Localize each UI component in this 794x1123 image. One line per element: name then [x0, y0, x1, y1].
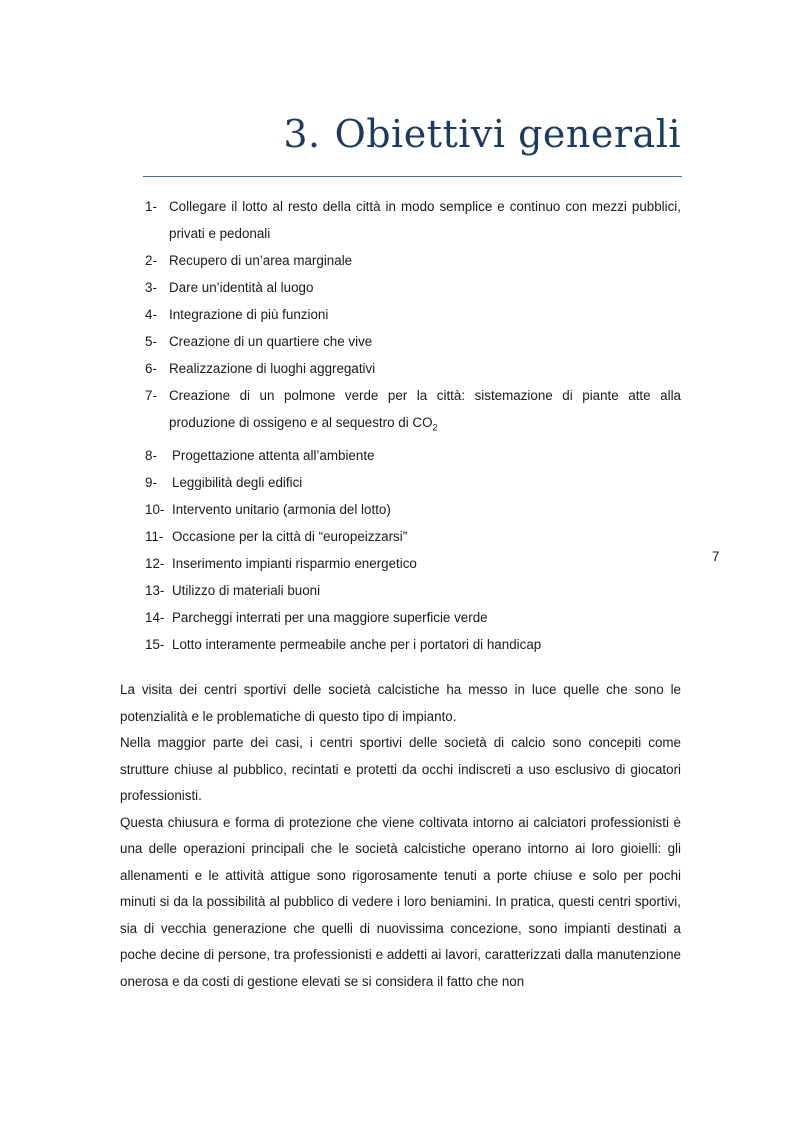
list-item-number: 9-: [145, 474, 157, 490]
section-heading: [283, 112, 681, 156]
list-item-number: 3-: [145, 280, 157, 295]
list-item: [145, 631, 681, 658]
paragraph: La visita dei centri sportivi delle società calcistiche ha messo in luce quelle che sono le potenzialità e le problematiche di questo tipo di impianto.: [120, 682, 681, 724]
list-item-number: 5-: [145, 334, 157, 349]
list-item-text: Progettazione attenta all’ambiente: [172, 447, 375, 463]
list-item-text: Parcheggi interrati per una maggiore superficie verde: [172, 609, 488, 625]
list-item: [145, 550, 681, 577]
list-item-number: 11-: [145, 528, 164, 544]
list-item-number: 1-: [145, 199, 157, 214]
list-item-number: 2-: [145, 253, 157, 268]
paragraph: Nella maggior parte dei casi, i centri sportivi delle società di calcio sono concepiti come strutture chiuse al pubblico, recintati e protetti da occhi indiscreti a uso esclusivo di giocatori professionisti.: [120, 735, 681, 803]
objectives-list: [145, 193, 681, 658]
paragraph: Questa chiusura e forma di protezione che viene coltivata intorno ai calciatori professionisti è una delle operazioni principali che le società calcistiche operano intorno ai loro gioielli: gli allenamenti e le attività attigue sono rigorosamente tenuti a porte chiuse e solo per pochi minuti si da la possibilità al pubblico di vedere i loro beniamini. In pratica, questi centri sportivi, sia di vecchia generazione che quelli di nuovissima concezione, sono impianti destinati a poche decine di persone, tra professionisti e addetti ai lavori, caratterizzati dalla manutenzione onerosa e da costi di gestione elevati se si considera il fatto che non: [120, 814, 681, 989]
section-title: Obiettivi generali: [334, 112, 681, 156]
list-item: [145, 247, 681, 274]
section-number: 3.: [283, 112, 321, 156]
list-item-text: Inserimento impianti risparmio energetico: [172, 555, 417, 571]
list-item-number: 8-: [145, 447, 157, 463]
list-item-number: 6-: [145, 361, 157, 376]
list-item: [145, 355, 681, 382]
list-item-text: Utilizzo di materiali buoni: [172, 582, 321, 598]
list-item-number: 4-: [145, 307, 157, 322]
list-item-number: 13-: [145, 582, 165, 598]
list-item: [145, 382, 681, 442]
list-item-number: 14-: [145, 609, 165, 625]
list-item: [145, 469, 681, 496]
list-item-number: 7-: [145, 388, 157, 403]
list-item-text: Recupero di un’area marginale: [169, 253, 353, 268]
page-number: 7: [712, 549, 720, 564]
list-item: [145, 328, 681, 355]
list-item: [145, 604, 681, 631]
list-item-text: Lotto interamente permeabile anche per i portatori di handicap: [172, 636, 542, 652]
list-item-text: Integrazione di più funzioni: [169, 307, 329, 322]
list-item-text: Creazione di un polmone verde per la città: sistemazione di piante atte alla produzione di ossigeno e al sequestro di $CO_2$: [169, 388, 681, 433]
list-item: [145, 442, 681, 469]
list-item-number: 10-: [145, 501, 165, 517]
list-item: [145, 193, 681, 247]
list-item-text: Intervento unitario (armonia del lotto): [172, 501, 391, 517]
subscript: 2: [432, 422, 438, 433]
list-item-number: 12-: [145, 555, 165, 571]
list-item: [145, 577, 681, 604]
list-item-text: Leggibilità degli edifici: [172, 474, 303, 490]
list-item: [145, 496, 681, 523]
body-text: [120, 677, 681, 995]
list-item-number: 15-: [145, 636, 165, 652]
list-item-text: Realizzazione di luoghi aggregativi: [169, 361, 376, 376]
list-item-text: Collegare il lotto al resto della città in modo semplice e continuo con mezzi pubblici, privati e pedonali: [169, 199, 681, 241]
list-item: [145, 301, 681, 328]
list-item: [145, 274, 681, 301]
list-item: [145, 523, 681, 550]
heading-divider: [143, 176, 682, 177]
list-item-text: Dare un’identità al luogo: [169, 280, 314, 295]
list-item-text: Occasione per la città di “europeizzarsi”: [172, 528, 408, 544]
list-item-text: Creazione di un quartiere che vive: [169, 334, 373, 349]
